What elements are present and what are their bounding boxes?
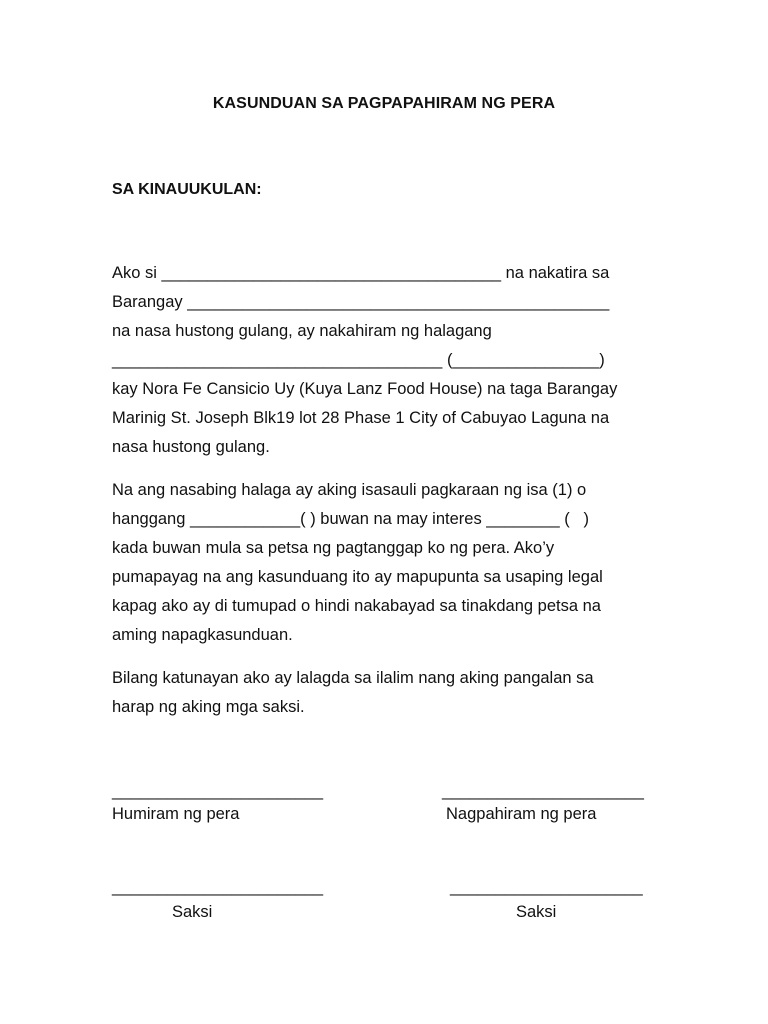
paragraph-1-line-2: Barangay ______________________________________________ — [112, 293, 610, 311]
paragraph-1-line-5: kay Nora Fe Cansicio Uy (Kuya Lanz Food House) na taga Barangay — [112, 380, 618, 398]
lender-label: Nagpahiram ng pera — [446, 805, 597, 823]
paragraph-2-line-5: kapag ako ay di tumupad o hindi nakabayad sa tinakdang petsa na — [112, 597, 601, 615]
witness-2-signature-line: _____________________ — [450, 878, 643, 896]
borrower-signature-line: _______________________ — [112, 782, 324, 800]
paragraph-1-line-1: Ako si _____________________________________ na nakatira sa — [112, 264, 610, 282]
paragraph-1-line-3: na nasa hustong gulang, ay nakahiram ng halagang — [112, 322, 492, 340]
paragraph-2-line-4: pumapayag na ang kasunduang ito ay mapupunta sa usaping legal — [112, 568, 603, 586]
document-title: KASUNDUAN SA PAGPAPAHIRAM NG PERA — [212, 95, 556, 112]
witness-2-label: Saksi — [516, 903, 557, 921]
salutation: SA KINAUUKULAN: — [112, 181, 262, 198]
paragraph-2-line-3: kada buwan mula sa petsa ng pagtanggap ko ng pera. Ako’y — [112, 539, 555, 557]
paragraph-2-line-6: aming napagkasunduan. — [112, 626, 293, 644]
borrower-label: Humiram ng pera — [112, 805, 240, 823]
paragraph-2-line-1: Na ang nasabing halaga ay aking isasauli pagkaraan ng isa (1) o — [112, 481, 587, 499]
paragraph-2-line-2: hanggang ____________( ) buwan na may interes ________ ( ) — [112, 510, 590, 528]
paragraph-1-line-7: nasa hustong gulang. — [112, 438, 270, 456]
paragraph-3-line-1: Bilang katunayan ako ay lalagda sa ilalim nang aking pangalan sa — [112, 669, 594, 687]
witness-1-label: Saksi — [172, 903, 213, 921]
paragraph-3-line-2: harap ng aking mga saksi. — [112, 698, 305, 716]
paragraph-1-line-6: Marinig St. Joseph Blk19 lot 28 Phase 1 City of Cabuyao Laguna na — [112, 409, 610, 427]
paragraph-1-line-4: ____________________________________ (________________) — [112, 351, 605, 369]
witness-1-signature-line: _______________________ — [112, 878, 324, 896]
lender-signature-line: ______________________ — [442, 782, 644, 800]
